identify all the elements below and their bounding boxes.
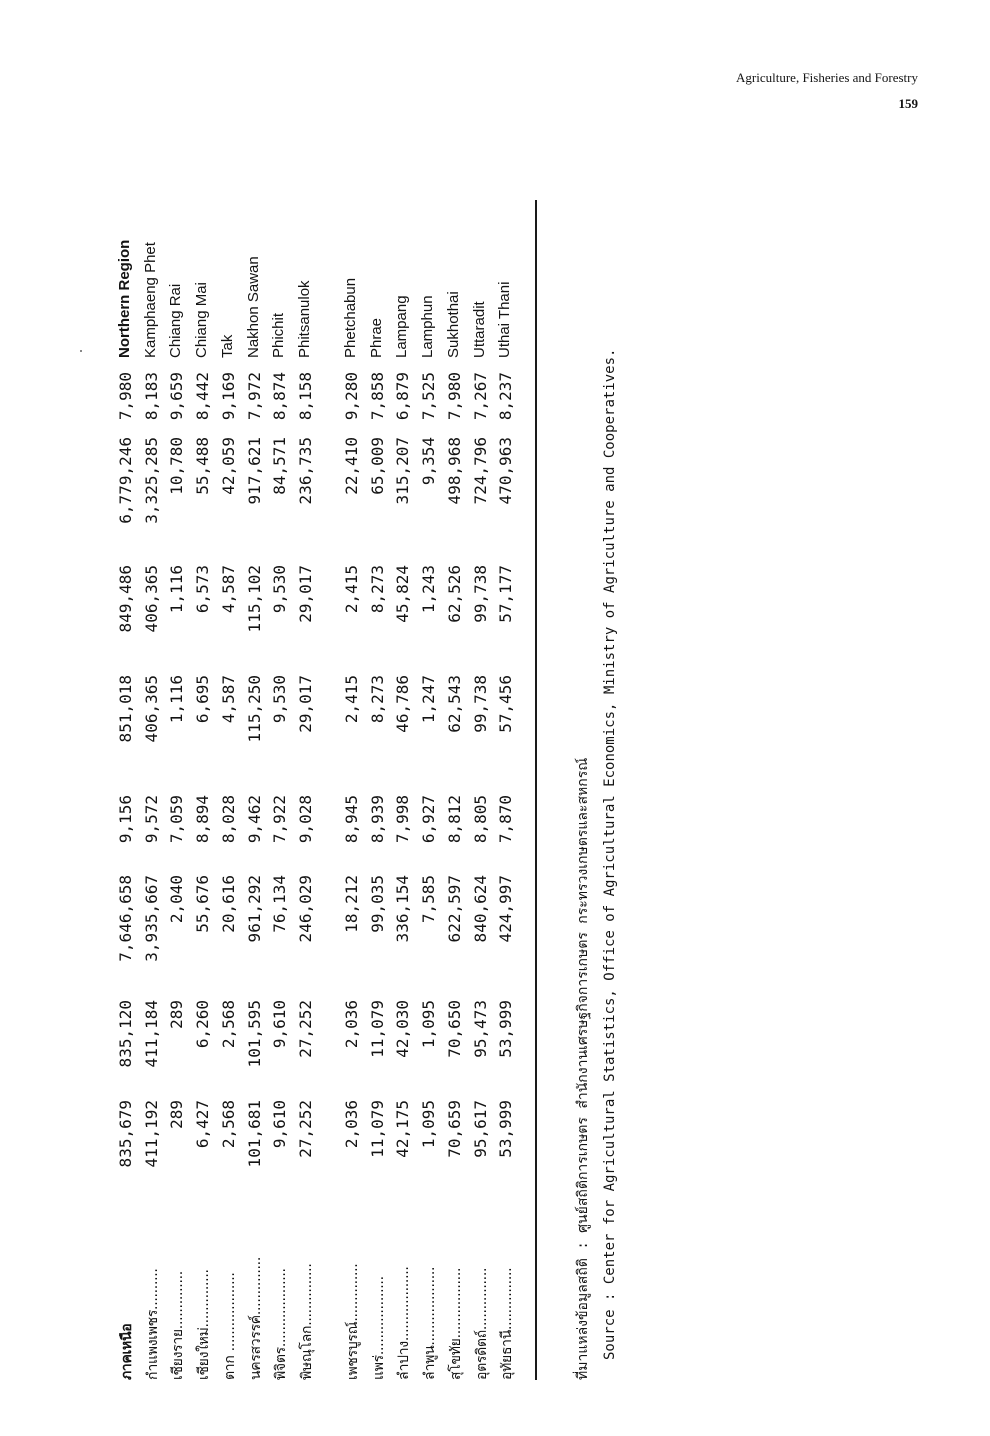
table-cell: 9,610 bbox=[270, 1000, 290, 1049]
province-thai: สุโขทัย................. bbox=[447, 1267, 464, 1380]
province-english: Northern Region bbox=[116, 239, 133, 358]
table-cell: 27,252 bbox=[295, 1000, 315, 1058]
table-cell: 42,030 bbox=[393, 1000, 413, 1058]
table-cell: 961,292 bbox=[244, 875, 264, 943]
table-cell: 1,116 bbox=[167, 675, 187, 724]
table-cell: 62,526 bbox=[444, 565, 464, 623]
table-cell: 7,980 bbox=[116, 372, 135, 421]
table-cell: 8,237 bbox=[496, 372, 516, 421]
table-cell: 76,134 bbox=[270, 875, 290, 933]
table-cell: 9,530 bbox=[270, 565, 290, 614]
table-cell: 2,036 bbox=[342, 1100, 361, 1149]
table-cell: 851,018 bbox=[116, 675, 135, 743]
province-english: Sukhothai bbox=[444, 291, 462, 358]
table-cell: 99,738 bbox=[470, 675, 490, 733]
table-cell: 2,036 bbox=[342, 1000, 361, 1049]
table-cell: 622,597 bbox=[444, 875, 464, 943]
table-cell: 1,247 bbox=[419, 675, 439, 724]
table-cell: 7,585 bbox=[419, 875, 439, 924]
table-cell: 7,059 bbox=[167, 795, 187, 844]
table-cell: 8,183 bbox=[141, 372, 161, 421]
table-cell: 7,998 bbox=[393, 795, 413, 844]
table-cell: 22,410 bbox=[342, 437, 361, 495]
table-cell: 9,530 bbox=[270, 675, 290, 724]
table-cell: 9,169 bbox=[218, 372, 238, 421]
table-cell: 8,805 bbox=[470, 795, 490, 844]
table-row bbox=[393, 200, 421, 1380]
table-cell: 835,679 bbox=[116, 1100, 135, 1168]
table-row bbox=[445, 200, 473, 1380]
table-cell: 2,568 bbox=[218, 1100, 238, 1149]
table-cell: 411,192 bbox=[141, 1100, 161, 1168]
table-cell: 42,059 bbox=[218, 437, 238, 495]
table-cell: 9,610 bbox=[270, 1100, 290, 1149]
province-english: Uthai Thani bbox=[496, 281, 514, 358]
table-cell: 55,676 bbox=[193, 875, 213, 933]
province-thai: เชียงใหม่.............. bbox=[196, 1269, 213, 1380]
table-cell: 7,858 bbox=[367, 372, 387, 421]
table-cell: 7,525 bbox=[419, 372, 439, 421]
table-cell: 406,365 bbox=[141, 675, 161, 743]
province-english: Kamphaeng Phet bbox=[141, 242, 159, 358]
table-bottom-rule bbox=[535, 200, 537, 1380]
table-row bbox=[419, 200, 447, 1380]
table-cell: 9,659 bbox=[167, 372, 187, 421]
province-thai: ภาคเหนือ bbox=[119, 1323, 135, 1380]
table-cell: 10,780 bbox=[167, 437, 187, 495]
table-cell: 8,894 bbox=[193, 795, 213, 844]
table-row bbox=[245, 200, 273, 1380]
table-cell: 917,621 bbox=[244, 437, 264, 505]
table-cell: 406,365 bbox=[141, 565, 161, 633]
table-cell: 53,999 bbox=[496, 1000, 516, 1058]
province-english: Chiang Rai bbox=[167, 283, 185, 358]
table-cell: 1,116 bbox=[167, 565, 187, 614]
table-cell: 424,997 bbox=[496, 875, 516, 943]
province-english: Uttaradit bbox=[470, 301, 488, 358]
table-cell: 115,102 bbox=[244, 565, 264, 633]
table-cell: 6,879 bbox=[393, 372, 413, 421]
table-cell: 2,568 bbox=[218, 1000, 238, 1049]
table-row bbox=[219, 200, 247, 1380]
table-cell: 7,922 bbox=[270, 795, 290, 844]
table-cell: 53,999 bbox=[496, 1100, 516, 1158]
table-cell: 55,488 bbox=[193, 437, 213, 495]
table-cell: 6,695 bbox=[193, 675, 213, 724]
table-cell: 840,624 bbox=[470, 875, 490, 943]
table-cell: 42,175 bbox=[393, 1100, 413, 1158]
table-cell: 6,573 bbox=[193, 565, 213, 614]
table-cell: 8,442 bbox=[193, 372, 213, 421]
table-cell: 1,095 bbox=[419, 1000, 439, 1049]
table-cell: 57,177 bbox=[496, 565, 516, 623]
table-cell: 470,963 bbox=[496, 437, 516, 505]
table-cell: 45,824 bbox=[393, 565, 413, 623]
province-english: Lampang bbox=[393, 295, 411, 358]
table-row bbox=[142, 200, 170, 1380]
province-thai: อุทัยธานี............... bbox=[499, 1267, 516, 1380]
table-cell: 236,735 bbox=[295, 437, 315, 505]
table-cell: 6,779,246 bbox=[116, 437, 135, 524]
province-thai: พิษณุโลก............... bbox=[298, 1263, 315, 1380]
table-cell: 6,427 bbox=[193, 1100, 213, 1149]
table-cell: 8,158 bbox=[295, 372, 315, 421]
province-english: Tak bbox=[218, 334, 236, 358]
table-cell: 9,156 bbox=[116, 795, 135, 844]
table-cell: 101,595 bbox=[244, 1000, 264, 1068]
table-cell: 65,009 bbox=[367, 437, 387, 495]
table-cell: 2,040 bbox=[167, 875, 187, 924]
table-cell: 99,035 bbox=[367, 875, 387, 933]
source-thai: ที่มาแหล่งข้อมูลสถิติ : ศูนย์สถิติการเกษตร สำนักงานเศรษฐกิจการเกษตร กระทรวงเกษตรและสหกรณ์ bbox=[575, 757, 591, 1380]
table-cell: 62,543 bbox=[444, 675, 464, 733]
table-cell: 315,207 bbox=[393, 437, 413, 505]
table-cell: 11,079 bbox=[367, 1000, 387, 1058]
table-cell: 7,972 bbox=[244, 372, 264, 421]
province-english: Nakhon Sawan bbox=[244, 256, 262, 358]
table-cell: 9,280 bbox=[342, 372, 361, 421]
table-row bbox=[116, 200, 144, 1380]
table-cell: 2,415 bbox=[342, 675, 361, 724]
source-english: Source : Center for Agricultural Statistics, Office of Agricultural Economics, Ministry of Agriculture and Cooperatives. bbox=[602, 348, 618, 1360]
table-cell: 8,812 bbox=[444, 795, 464, 844]
section-title: Agriculture, Fisheries and Forestry bbox=[736, 70, 918, 85]
table-cell: 29,017 bbox=[295, 675, 315, 733]
table-cell: 57,456 bbox=[496, 675, 516, 733]
table-cell: 29,017 bbox=[295, 565, 315, 623]
table-cell: 8,945 bbox=[342, 795, 361, 844]
table-cell: 4,587 bbox=[218, 675, 238, 724]
province-thai: เพชรบูรณ์.............. bbox=[345, 1263, 361, 1380]
table-cell: 9,572 bbox=[141, 795, 161, 844]
table-cell: 724,796 bbox=[470, 437, 490, 505]
table-cell: 70,650 bbox=[444, 1000, 464, 1058]
table-cell: 411,184 bbox=[141, 1000, 161, 1068]
table-cell: 246,029 bbox=[295, 875, 315, 943]
province-english: Chiang Mai bbox=[193, 282, 211, 358]
page-number: 159 bbox=[898, 96, 918, 111]
table-cell: 84,571 bbox=[270, 437, 290, 495]
province-thai: ลำปาง.................. bbox=[396, 1266, 413, 1380]
table-cell: 8,028 bbox=[218, 795, 238, 844]
table-cell: 835,120 bbox=[116, 1000, 135, 1068]
province-english: Phetchabun bbox=[342, 277, 359, 358]
table-cell: 46,786 bbox=[393, 675, 413, 733]
table-row bbox=[471, 200, 499, 1380]
table-row bbox=[193, 200, 221, 1380]
province-english: Phrae bbox=[367, 317, 385, 358]
table-cell: 8,273 bbox=[367, 675, 387, 724]
rotated-table-block bbox=[80, 200, 960, 1380]
table-cell: 27,252 bbox=[295, 1100, 315, 1158]
table-cell: 20,616 bbox=[218, 875, 238, 933]
table-cell: 7,267 bbox=[470, 372, 490, 421]
table-cell: 6,260 bbox=[193, 1000, 213, 1049]
table-cell: 115,250 bbox=[244, 675, 264, 743]
province-english: Lamphun bbox=[419, 295, 437, 358]
page-header bbox=[736, 68, 918, 114]
table-cell: 8,273 bbox=[367, 565, 387, 614]
table-cell: 498,968 bbox=[444, 437, 464, 505]
table-cell: 8,939 bbox=[367, 795, 387, 844]
province-thai: พิจิตร................... bbox=[273, 1268, 290, 1380]
table-cell: 9,462 bbox=[244, 795, 264, 844]
province-english: Phitsanulok bbox=[295, 280, 313, 358]
province-thai: อุตรดิตถ์............... bbox=[473, 1267, 490, 1380]
table-cell: 11,079 bbox=[367, 1100, 387, 1158]
table-cell: 70,659 bbox=[444, 1100, 464, 1158]
table-row bbox=[296, 200, 324, 1380]
table-cell: 849,486 bbox=[116, 565, 135, 633]
table-cell: 2,415 bbox=[342, 565, 361, 614]
province-english: Phichit bbox=[270, 312, 288, 358]
table-cell: 336,154 bbox=[393, 875, 413, 943]
table-row bbox=[496, 200, 524, 1380]
table-cell: 7,980 bbox=[444, 372, 464, 421]
province-thai: ลำพูน................... bbox=[422, 1266, 439, 1380]
table-cell: 4,587 bbox=[218, 565, 238, 614]
table-cell: 9,028 bbox=[295, 795, 315, 844]
province-thai: แพร่................... bbox=[370, 1276, 387, 1380]
table-cell: 6,927 bbox=[419, 795, 439, 844]
table-cell: 7,870 bbox=[496, 795, 516, 844]
table-cell: 3,325,285 bbox=[141, 437, 161, 524]
province-thai: ตาก ................... bbox=[221, 1272, 238, 1380]
table-cell: 95,473 bbox=[470, 1000, 490, 1058]
table-row bbox=[167, 200, 195, 1380]
province-thai: เชียงราย.............. bbox=[170, 1271, 187, 1380]
table-cell: 289 bbox=[167, 1100, 187, 1129]
table-cell: 1,243 bbox=[419, 565, 439, 614]
table-cell: 1,095 bbox=[419, 1100, 439, 1149]
province-thai: นครสวรรค์.............. bbox=[247, 1257, 264, 1380]
table-cell: 95,617 bbox=[470, 1100, 490, 1158]
table-cell: 101,681 bbox=[244, 1100, 264, 1168]
province-thai: กำแพงเพชร.......... bbox=[144, 1268, 161, 1380]
table-row bbox=[270, 200, 298, 1380]
table-cell: 8,874 bbox=[270, 372, 290, 421]
table-row bbox=[368, 200, 396, 1380]
table-cell: 18,212 bbox=[342, 875, 361, 933]
table-row bbox=[342, 200, 370, 1380]
table-cell: 99,738 bbox=[470, 565, 490, 623]
table-cell: 7,646,658 bbox=[116, 875, 135, 962]
table-cell: 289 bbox=[167, 1000, 187, 1029]
table-cell: 9,354 bbox=[419, 437, 439, 486]
table-cell: 3,935,667 bbox=[141, 875, 161, 962]
